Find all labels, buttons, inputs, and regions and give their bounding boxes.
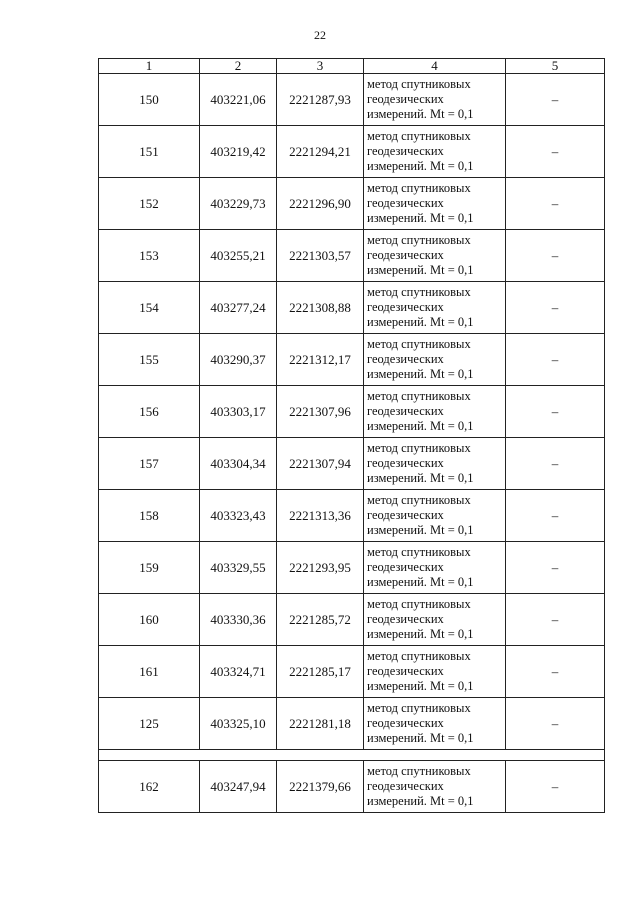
point-number-cell: 161: [99, 646, 200, 698]
point-number-cell: 125: [99, 698, 200, 750]
table-row: [99, 74, 605, 126]
table-row: [99, 698, 605, 750]
method-cell: [364, 490, 506, 542]
method-text-line: измерений. Mt = 0,1: [367, 731, 474, 745]
method-text-line: метод спутниковых: [367, 493, 471, 507]
x-coordinate-cell: 403323,43: [200, 490, 277, 542]
method-text-line: метод спутниковых: [367, 701, 471, 715]
x-coordinate-cell: 403221,06: [200, 74, 277, 126]
method-text-line: геодезических: [367, 716, 444, 730]
column-header: 2: [200, 59, 277, 74]
column-header: 1: [99, 59, 200, 74]
y-coordinate-cell: 2221312,17: [277, 334, 364, 386]
method-text-line: метод спутниковых: [367, 389, 471, 403]
method-text-line: метод спутниковых: [367, 77, 471, 91]
note-cell: –: [506, 698, 605, 750]
table-row: [99, 438, 605, 490]
point-number-cell: 159: [99, 542, 200, 594]
method-cell: [364, 438, 506, 490]
method-text-line: метод спутниковых: [367, 285, 471, 299]
coordinates-table: [98, 58, 605, 813]
method-text-line: метод спутниковых: [367, 441, 471, 455]
point-number-cell: 158: [99, 490, 200, 542]
point-number-cell: 152: [99, 178, 200, 230]
method-text-line: измерений. Mt = 0,1: [367, 159, 474, 173]
method-cell: [364, 178, 506, 230]
method-cell: [364, 646, 506, 698]
point-number-cell: 160: [99, 594, 200, 646]
column-header: 4: [364, 59, 506, 74]
table-row: [99, 542, 605, 594]
note-cell: –: [506, 542, 605, 594]
point-number-cell: 155: [99, 334, 200, 386]
note-cell: –: [506, 761, 605, 813]
y-coordinate-cell: 2221307,94: [277, 438, 364, 490]
method-cell: [364, 761, 506, 813]
method-cell: [364, 282, 506, 334]
y-coordinate-cell: 2221296,90: [277, 178, 364, 230]
method-text-line: геодезических: [367, 92, 444, 106]
x-coordinate-cell: 403255,21: [200, 230, 277, 282]
method-text-line: метод спутниковых: [367, 649, 471, 663]
table-row: [99, 646, 605, 698]
y-coordinate-cell: 2221303,57: [277, 230, 364, 282]
x-coordinate-cell: 403247,94: [200, 761, 277, 813]
method-cell: [364, 334, 506, 386]
x-coordinate-cell: 403304,34: [200, 438, 277, 490]
note-cell: –: [506, 490, 605, 542]
method-text-line: метод спутниковых: [367, 764, 471, 778]
note-cell: –: [506, 282, 605, 334]
table-row: [99, 282, 605, 334]
method-text-line: измерений. Mt = 0,1: [367, 107, 474, 121]
table-row: [99, 178, 605, 230]
y-coordinate-cell: 2221285,72: [277, 594, 364, 646]
method-text-line: геодезических: [367, 404, 444, 418]
y-coordinate-cell: 2221285,17: [277, 646, 364, 698]
method-text-line: измерений. Mt = 0,1: [367, 627, 474, 641]
column-header: 3: [277, 59, 364, 74]
table-row: [99, 594, 605, 646]
method-text-line: геодезических: [367, 300, 444, 314]
method-text-line: метод спутниковых: [367, 181, 471, 195]
method-cell: [364, 698, 506, 750]
table-row: [99, 490, 605, 542]
method-cell: [364, 542, 506, 594]
method-cell: [364, 386, 506, 438]
y-coordinate-cell: 2221281,18: [277, 698, 364, 750]
method-text-line: измерений. Mt = 0,1: [367, 419, 474, 433]
table-row: [99, 386, 605, 438]
method-text-line: измерений. Mt = 0,1: [367, 263, 474, 277]
point-number-cell: 154: [99, 282, 200, 334]
method-text-line: измерений. Mt = 0,1: [367, 575, 474, 589]
method-text-line: измерений. Mt = 0,1: [367, 211, 474, 225]
y-coordinate-cell: 2221287,93: [277, 74, 364, 126]
note-cell: –: [506, 126, 605, 178]
point-number-cell: 157: [99, 438, 200, 490]
method-text-line: измерений. Mt = 0,1: [367, 315, 474, 329]
table-gap-row: [99, 750, 605, 761]
method-cell: [364, 594, 506, 646]
x-coordinate-cell: 403303,17: [200, 386, 277, 438]
method-text-line: геодезических: [367, 144, 444, 158]
method-text-line: геодезических: [367, 248, 444, 262]
note-cell: –: [506, 594, 605, 646]
x-coordinate-cell: 403219,42: [200, 126, 277, 178]
note-cell: –: [506, 438, 605, 490]
method-text-line: геодезических: [367, 612, 444, 626]
y-coordinate-cell: 2221308,88: [277, 282, 364, 334]
x-coordinate-cell: 403290,37: [200, 334, 277, 386]
x-coordinate-cell: 403330,36: [200, 594, 277, 646]
method-text-line: геодезических: [367, 456, 444, 470]
point-number-cell: 150: [99, 74, 200, 126]
table-row: [99, 334, 605, 386]
method-text-line: метод спутниковых: [367, 337, 471, 351]
y-coordinate-cell: 2221313,36: [277, 490, 364, 542]
point-number-cell: 153: [99, 230, 200, 282]
y-coordinate-cell: 2221379,66: [277, 761, 364, 813]
method-cell: [364, 74, 506, 126]
y-coordinate-cell: 2221307,96: [277, 386, 364, 438]
method-text-line: геодезических: [367, 196, 444, 210]
point-number-cell: 156: [99, 386, 200, 438]
method-text-line: геодезических: [367, 664, 444, 678]
table-header-row: [99, 59, 605, 74]
method-text-line: метод спутниковых: [367, 233, 471, 247]
table-row: [99, 126, 605, 178]
method-text-line: геодезических: [367, 508, 444, 522]
note-cell: –: [506, 334, 605, 386]
method-text-line: метод спутниковых: [367, 545, 471, 559]
method-cell: [364, 230, 506, 282]
method-text-line: измерений. Mt = 0,1: [367, 471, 474, 485]
point-number-cell: 151: [99, 126, 200, 178]
method-text-line: измерений. Mt = 0,1: [367, 679, 474, 693]
x-coordinate-cell: 403329,55: [200, 542, 277, 594]
note-cell: –: [506, 386, 605, 438]
method-text-line: метод спутниковых: [367, 129, 471, 143]
table-row: [99, 761, 605, 813]
method-text-line: измерений. Mt = 0,1: [367, 523, 474, 537]
point-number-cell: 162: [99, 761, 200, 813]
table-row: [99, 230, 605, 282]
x-coordinate-cell: 403325,10: [200, 698, 277, 750]
page-number: 22: [314, 28, 326, 42]
note-cell: –: [506, 74, 605, 126]
method-text-line: измерений. Mt = 0,1: [367, 794, 474, 808]
method-text-line: метод спутниковых: [367, 597, 471, 611]
x-coordinate-cell: 403229,73: [200, 178, 277, 230]
method-cell: [364, 126, 506, 178]
method-text-line: геодезических: [367, 352, 444, 366]
note-cell: –: [506, 230, 605, 282]
table-body: [99, 74, 605, 813]
gap-cell: [99, 750, 605, 761]
note-cell: –: [506, 178, 605, 230]
x-coordinate-cell: 403277,24: [200, 282, 277, 334]
y-coordinate-cell: 2221293,95: [277, 542, 364, 594]
method-text-line: геодезических: [367, 779, 444, 793]
y-coordinate-cell: 2221294,21: [277, 126, 364, 178]
x-coordinate-cell: 403324,71: [200, 646, 277, 698]
method-text-line: измерений. Mt = 0,1: [367, 367, 474, 381]
column-header: 5: [506, 59, 605, 74]
method-text-line: геодезических: [367, 560, 444, 574]
note-cell: –: [506, 646, 605, 698]
